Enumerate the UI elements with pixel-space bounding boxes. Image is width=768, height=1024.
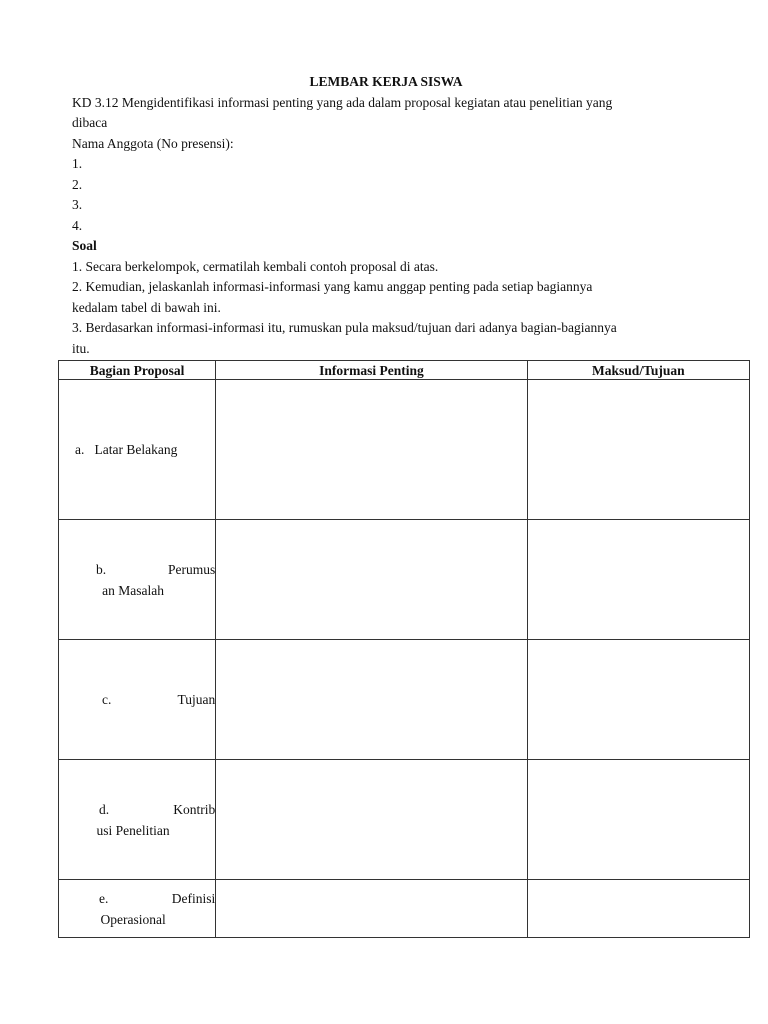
kd-line-2: dibaca bbox=[72, 115, 108, 130]
row-label-continuation: an Masalah bbox=[102, 582, 165, 598]
table-row bbox=[59, 520, 750, 640]
table-row bbox=[59, 760, 750, 880]
soal-line-2: 2. Kemudian, jelaskanlah informasi-informasi yang kamu anggap penting pada setiap bagiannya bbox=[72, 279, 593, 294]
table-header-row bbox=[59, 361, 750, 380]
row-label bbox=[59, 689, 215, 710]
maksud-tujuan-cell[interactable] bbox=[527, 520, 749, 640]
row-marker: b. bbox=[96, 561, 107, 577]
informasi-penting-cell[interactable] bbox=[216, 520, 527, 640]
informasi-penting-cell[interactable] bbox=[216, 760, 527, 880]
row-label bbox=[59, 799, 215, 820]
table-row bbox=[59, 380, 750, 520]
kd-line-1: KD 3.12 Mengidentifikasi informasi penting yang ada dalam proposal kegiatan atau penelitian yang bbox=[72, 94, 613, 110]
row-label-text: Latar Belakang bbox=[94, 442, 178, 457]
row-label-continuation: Operasional bbox=[100, 911, 166, 927]
row-label-continuation: usi Penelitian bbox=[96, 822, 170, 838]
maksud-tujuan-cell[interactable] bbox=[527, 380, 749, 520]
row-label bbox=[59, 888, 215, 909]
row-label-cell bbox=[59, 880, 216, 938]
maksud-tujuan-cell[interactable] bbox=[527, 760, 749, 880]
row-label-text: Kontrib bbox=[173, 801, 216, 817]
header-informasi-penting: Informasi Penting bbox=[216, 361, 527, 380]
row-label-cell bbox=[59, 520, 216, 640]
row-label bbox=[59, 559, 215, 580]
row-label-cell bbox=[59, 640, 216, 760]
anggota-item-3: 3. bbox=[72, 197, 83, 212]
header-maksud-tujuan: Maksud/Tujuan bbox=[527, 361, 749, 380]
worksheet-header bbox=[72, 72, 692, 359]
anggota-item-2: 2. bbox=[72, 176, 83, 192]
row-label-text: Tujuan bbox=[177, 692, 216, 707]
row-marker: e. bbox=[99, 890, 109, 906]
maksud-tujuan-cell[interactable] bbox=[527, 880, 749, 938]
row-label-text: Definisi bbox=[171, 890, 216, 906]
row-marker: d. bbox=[99, 801, 110, 817]
table-row bbox=[59, 640, 750, 760]
row-marker: a. bbox=[75, 442, 85, 457]
soal-line-5: itu. bbox=[72, 340, 90, 356]
row-marker: c. bbox=[102, 692, 112, 707]
informasi-penting-cell[interactable] bbox=[216, 880, 527, 938]
maksud-tujuan-cell[interactable] bbox=[527, 640, 749, 760]
row-label-cell bbox=[59, 760, 216, 880]
header-bagian-proposal: Bagian Proposal bbox=[59, 361, 216, 380]
anggota-item-4: 4. bbox=[72, 217, 83, 233]
row-label-cell bbox=[59, 380, 216, 520]
row-label bbox=[59, 439, 215, 460]
soal-line-1: 1. Secara berkelompok, cermatilah kembali contoh proposal di atas. bbox=[72, 258, 439, 274]
soal-heading: Soal bbox=[72, 238, 97, 253]
page-title: LEMBAR KERJA SISWA bbox=[309, 74, 463, 89]
anggota-label: Nama Anggota (No presensi): bbox=[72, 135, 234, 151]
informasi-penting-cell[interactable] bbox=[216, 380, 527, 520]
soal-line-4: 3. Berdasarkan informasi-informasi itu, rumuskan pula maksud/tujuan dari adanya bagian-bagiannya bbox=[72, 320, 617, 335]
table-row bbox=[59, 880, 750, 938]
anggota-item-1: 1. bbox=[72, 156, 83, 171]
worksheet-table bbox=[58, 360, 750, 938]
row-label-text: Perumus bbox=[167, 561, 216, 577]
soal-line-3: kedalam tabel di bawah ini. bbox=[72, 299, 221, 315]
informasi-penting-cell[interactable] bbox=[216, 640, 527, 760]
